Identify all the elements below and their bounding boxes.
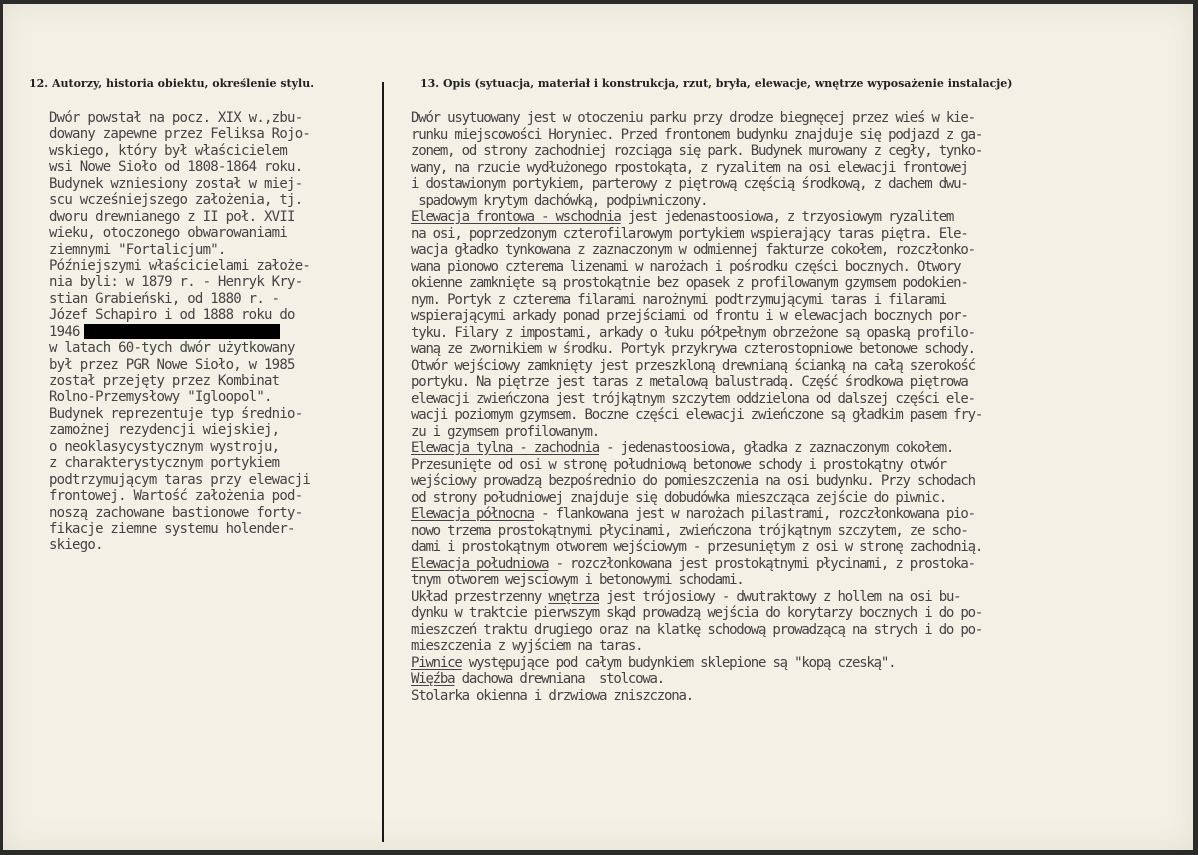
description-line	[411, 292, 1191, 309]
history-line	[49, 291, 379, 307]
section-13-header: 13. Opis (sytuacja, materiał i konstrukcja, rzut, bryła, elewacje, wnętrze wyposażenie instalacje)	[420, 77, 1013, 90]
description-line	[411, 127, 1191, 144]
description-line-text: elewacji zwieńczona jest trójkątnym szczytem oddzielona od dalszej części ele-	[411, 390, 975, 407]
description-line-text: - flankowana jest w narożach pilastrami, rozczłonkowana pio-	[533, 506, 975, 522]
description-line	[411, 655, 1191, 672]
description-line-text: Przesunięte od osi w stronę południową betonowe schody i prostokątny otwór	[411, 456, 946, 473]
history-line-text: scu wcześniejszego założenia, tj.	[49, 192, 303, 209]
description-line	[411, 671, 1191, 688]
history-line-text: skiego.	[49, 537, 103, 554]
description-line	[411, 308, 1191, 325]
description-line-text: od strony południowej znajduje się dobudówka mieszcząca zejście do piwnic.	[411, 489, 946, 506]
history-line-text: ziemnymi "Fortalicjum".	[49, 241, 226, 258]
description-line-text: mieszczenia z wyjściem na taras.	[411, 638, 643, 654]
description-line-text: wacja gładko tynkowana z zaznaczonym w odmiennej fakturze cokołem, rozczłonko-	[411, 242, 975, 258]
description-line	[411, 605, 1191, 622]
history-line-text: był przez PGR Nowe Sioło, w 1985	[49, 356, 295, 373]
history-line	[49, 472, 379, 488]
history-line	[49, 389, 379, 405]
history-line	[49, 324, 379, 340]
underlined-term: wnętrza	[548, 588, 599, 605]
description-line-text: Stolarka okienna i drzwiowa zniszczona.	[411, 687, 693, 704]
history-line	[49, 209, 379, 225]
history-line-text: 1946	[49, 323, 80, 340]
description-line	[411, 242, 1191, 259]
description-line-text: dachowa drewniana stolcowa.	[454, 671, 665, 687]
description-line-text: okienne zamknięte są prostokątnie bez opasek z profilowanym gzymsem podokien-	[411, 275, 968, 291]
history-line	[49, 521, 379, 537]
description-line	[411, 259, 1191, 276]
description-line-text: - rozczłonkowana jest prostokątnymi płycinami, z prostoka-	[548, 555, 975, 572]
description-line	[411, 209, 1191, 226]
description-line	[411, 457, 1191, 474]
description-line	[411, 341, 1191, 358]
description-line-text: dynku w traktcie pierwszym skąd prowadzą wejścia do korytarzy bocznych i do po-	[411, 605, 983, 621]
history-line	[49, 143, 379, 159]
history-line-text: fikacje ziemne systemu holender-	[49, 520, 295, 537]
description-line	[411, 556, 1191, 573]
history-line-text: Józef Schapiro i od 1888 roku do	[49, 307, 295, 324]
history-line	[49, 307, 379, 323]
description-line	[411, 391, 1191, 408]
history-line-text: Budynek wzniesiony został w miej-	[49, 175, 303, 192]
history-line	[49, 439, 379, 455]
description-line	[411, 176, 1191, 193]
history-line	[49, 406, 379, 422]
history-line	[49, 192, 379, 208]
description-line	[411, 424, 1191, 441]
description-line	[411, 572, 1191, 589]
description-line	[411, 110, 1191, 127]
description-line-text: jest jedenastoosiowa, z trzyosiowym ryzalitem	[620, 209, 954, 225]
history-line-text: z charakterystycznym portykiem	[49, 455, 280, 472]
description-line-text: i dostawionym portykiem, parterowy z piętrową częścią środkową, z dachem dwu-	[411, 176, 968, 192]
description-line-text: mieszczeń traktu drugiego oraz na klatkę schodową prowadzącą na strych i do po-	[411, 621, 983, 638]
description-line	[411, 473, 1191, 490]
history-line-text: noszą zachowane bastionowe forty-	[49, 504, 303, 521]
history-line	[49, 373, 379, 389]
inventory-card	[3, 4, 1193, 850]
description-line	[411, 688, 1191, 705]
history-text	[49, 110, 379, 554]
history-line	[49, 159, 379, 175]
underlined-term: Więźba	[411, 671, 455, 687]
history-line-text: Dwór powstał na pocz. XIX w.,zbu-	[49, 110, 303, 126]
description-line	[411, 490, 1191, 507]
history-line	[49, 126, 379, 142]
description-line-text: wacji poziomym gzymsem. Boczne części elewacji zwieńczone są gładkim pasem fry-	[411, 407, 983, 423]
history-line-text: w latach 60-tych dwór użytkowany	[49, 340, 295, 357]
description-line-text: Układ przestrzenny	[411, 588, 549, 605]
description-line-text: występujące pod całym budynkiem sklepione są "kopą czeską".	[461, 654, 896, 671]
description-line-text: nowo trzema prostokątnymi płycinami, zwieńczona trójkątnym szczytem, ze scho-	[411, 522, 968, 539]
history-line-text: wskiego, który był właścicielem	[49, 142, 288, 159]
description-line-text: portyku. Na piętrze jest taras z metalową balustradą. Część środkowa piętrowa	[411, 374, 968, 390]
history-line-text: Późniejszymi właścicielami założe-	[49, 257, 311, 274]
history-line	[49, 340, 379, 356]
description-line-text: zu i gzymsem profilowanym.	[411, 423, 599, 440]
history-line	[49, 110, 379, 126]
history-line	[49, 537, 379, 553]
description-line-text: wejściowy prowadzą bezpośrednio do pomieszczenia na osi budynku. Przy schodach	[411, 473, 975, 489]
description-line-text: waną ze zwornikiem w środku. Portyk przykrywa czterostopniowe betonowe schody.	[411, 341, 975, 357]
description-line	[411, 275, 1191, 292]
history-line	[49, 505, 379, 521]
underlined-term: Elewacja tylna - zachodnia	[411, 440, 599, 456]
description-line	[411, 358, 1191, 375]
description-line-text: wana pionowo czterema lizenami w narożach i pośrodku części bocznych. Otwory	[411, 258, 961, 275]
history-line-text: podtrzymującym taras przy elewacji	[49, 471, 311, 488]
description-line-text: dami i prostokątnym otworem wejściowym - przesuniętym z osi w stronę zachodnią.	[411, 539, 983, 555]
description-line-text: wany, na rzucie wydłużonego rpostokąta, z ryzalitem na osi elewacji frontowej	[411, 159, 968, 176]
description-line-text: - jedenastoosiowa, gładka z zaznaczonym cokołem.	[598, 440, 954, 456]
description-line	[411, 523, 1191, 540]
history-line-text: o neoklasycystycznym wystroju,	[49, 438, 280, 455]
history-line	[49, 274, 379, 290]
history-line-text: wieku, otoczonego obwarowaniami	[49, 225, 288, 242]
history-line	[49, 357, 379, 373]
history-line	[49, 176, 379, 192]
description-line	[411, 407, 1191, 424]
description-line	[411, 539, 1191, 556]
history-line-text: zamożnej rezydencji wiejskiej,	[49, 422, 280, 439]
description-line-text: nym. Portyk z czterema filarami narożnymi podtrzymującymi taras i filarami	[411, 291, 946, 308]
description-line	[411, 374, 1191, 391]
history-line-text: Rolno-Przemysłowy "Igloopol".	[49, 389, 272, 406]
description-line-text: runku miejscowości Horyniec. Przed frontonem budynku znajduje się podjazd z ga-	[411, 126, 983, 143]
description-line	[411, 160, 1191, 177]
description-line	[411, 589, 1191, 606]
description-line-text: tnym otworem wejsciowym i betonowymi schodami.	[411, 572, 744, 588]
description-line	[411, 622, 1191, 639]
description-line-text: wspierającymi arkady ponad przejściami od frontu i w elewacjach bocznych por-	[411, 308, 968, 324]
description-line	[411, 143, 1191, 160]
history-line-text: dowany zapewne przez Feliksa Rojo-	[49, 126, 311, 143]
description-line	[411, 440, 1191, 457]
description-line	[411, 193, 1191, 210]
history-line	[49, 488, 379, 504]
history-line-text: wsi Nowe Sioło od 1808-1864 roku.	[49, 159, 303, 176]
history-line-text: stian Grabieński, od 1880 r. -	[49, 290, 280, 307]
description-line-text: Otwór wejściowy zamknięty jest przeszkloną drewnianą ścianką na całą szerokość	[411, 357, 975, 374]
column-divider	[382, 82, 384, 842]
history-line-text: dworu drewnianego z II poł. XVII	[49, 208, 295, 225]
history-line	[49, 455, 379, 471]
underlined-term: Piwnice	[411, 654, 462, 671]
history-line	[49, 225, 379, 241]
description-line	[411, 325, 1191, 342]
description-line-text: Dwór usytuowany jest w otoczeniu parku przy drodze biegnęcej przez wieś w kie-	[411, 110, 975, 126]
history-line-text: został przejęty przez Kombinat	[49, 373, 280, 389]
section-12-header: 12. Autorzy, historia obiektu, określenie stylu.	[29, 77, 315, 90]
description-line-text: jest trójosiowy - dwutraktowy z hollem na osi bu-	[598, 588, 961, 605]
history-line-text: frontowej. Wartość założenia pod-	[49, 488, 303, 505]
description-line	[411, 506, 1191, 523]
history-line-text: Budynek reprezentuje typ średnio-	[49, 405, 303, 422]
description-line-text: spadowym krytym dachówką, podpiwniczony.	[411, 192, 708, 209]
history-line	[49, 242, 379, 258]
description-line	[411, 226, 1191, 243]
redaction-bar	[84, 324, 280, 339]
history-line	[49, 258, 379, 274]
underlined-term: Elewacja frontowa - wschodnia	[411, 209, 621, 225]
underlined-term: Elewacja północna	[411, 506, 534, 522]
description-line-text: tyku. Filary z impostami, arkady o łuku półpełnym obrzeżone są opaską profilo-	[411, 324, 975, 341]
history-line	[49, 422, 379, 438]
description-text	[411, 110, 1191, 704]
description-line-text: zonem, od strony zachodniej rozciąga się park. Budynek murowany z cegły, tynko-	[411, 143, 983, 159]
history-line-text: nia byli: w 1879 r. - Henryk Kry-	[49, 274, 303, 291]
description-line	[411, 638, 1191, 655]
underlined-term: Elewacja południowa	[411, 555, 549, 572]
description-line-text: na osi, poprzedzonym czterofilarowym portykiem wspierający taras piętra. Ele-	[411, 225, 968, 242]
